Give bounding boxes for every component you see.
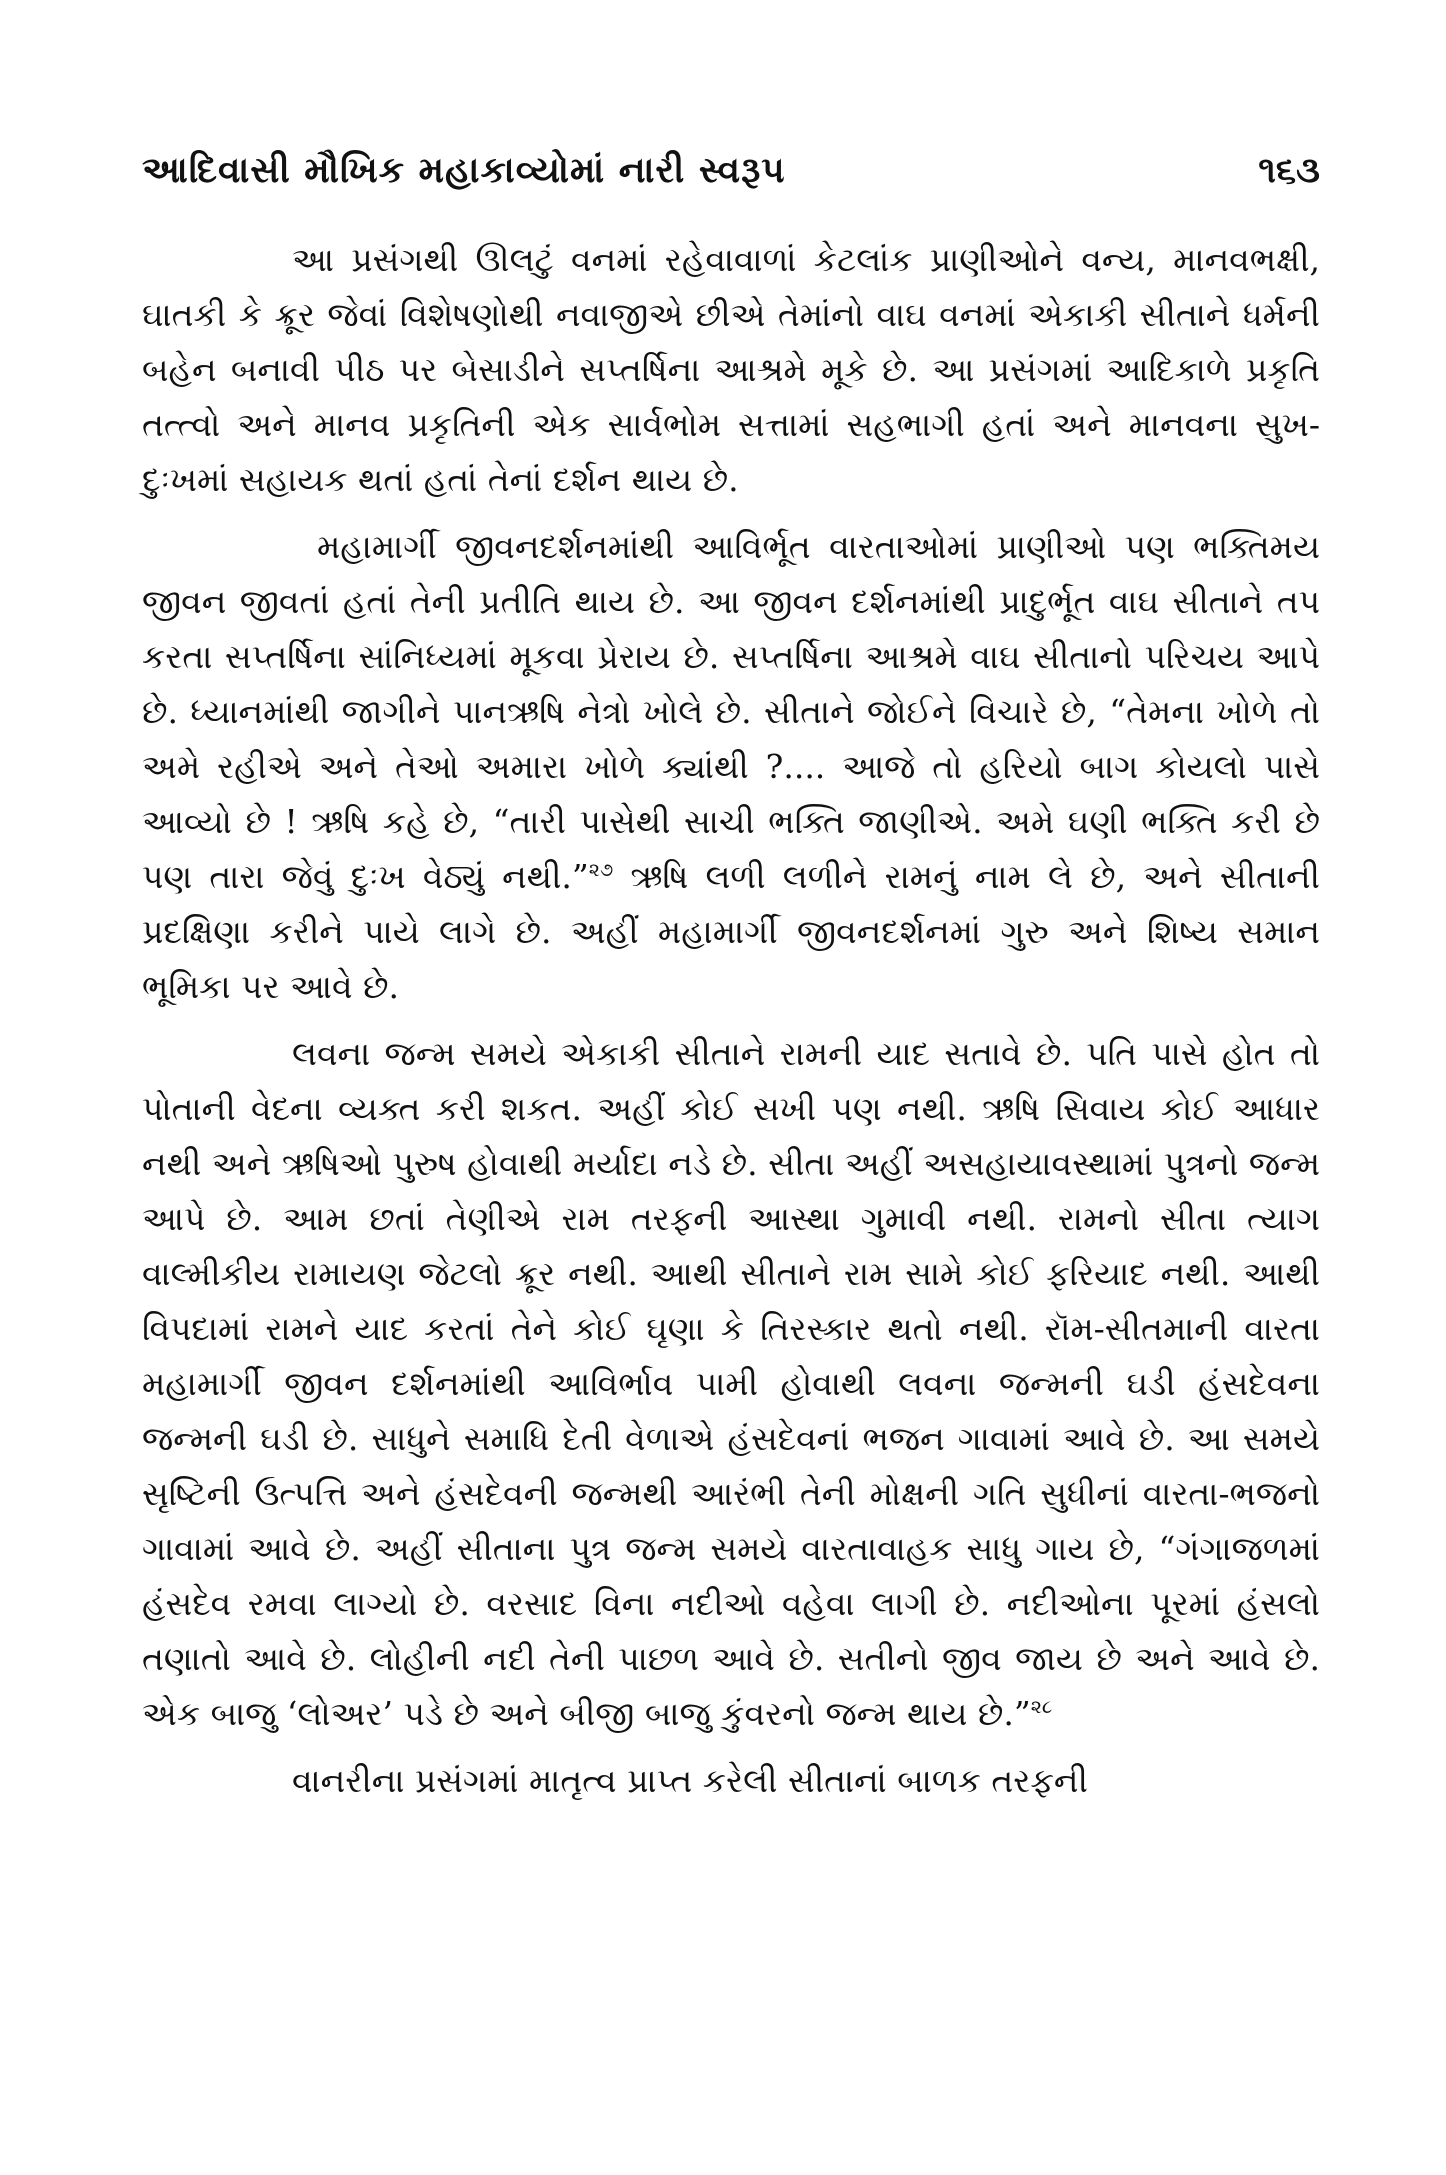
footnote-ref-27: ૨૭ (588, 859, 614, 881)
footnote-ref-28: ૨૮ (1030, 1696, 1053, 1718)
page-header (142, 140, 1320, 200)
paragraph-3-text: લવના જન્મ સમયે એકાકી સીતાને રામની યાદ સતાવે છે. પતિ પાસે હોત તો પોતાની વેદના વ્યક્ત કરી શકત. અહીં કોઈ સખી પણ નથી. ઋષિ સિવાય કોઈ આધાર નથી અને ઋષિઓ પુરુષ હોવાથી મર્યાદા નડે છે. સીતા અહીં અસહાયાવસ્થામાં પુત્રનો જન્મ આપે છે. આમ છતાં તેણીએ રામ તરફની આસ્થા ગુમાવી નથી. રામનો સીતા ત્યાગ વાલ્મીકીય રામાયણ જેટલો ક્રૂર નથી. આથી સીતાને રામ સામે કોઈ ફરિયાદ નથી. આથી વિપદામાં રામને યાદ કરતાં તેને કોઈ ઘૃણા કે તિરસ્કાર થતો નથી. રૉમ-સીતમાની વારતા મહામાર્ગી જીવન દર્શનમાંથી આવિર્ભાવ પામી હોવાથી લવના જન્મની ઘડી હંસદેવના જન્મની ઘડી છે. સાધુને સમાધિ દેતી વેળાએ હંસદેવનાં ભજન ગાવામાં આવે છે. આ સમયે સૃષ્ટિની ઉત્પત્તિ અને હંસદેવની જન્મથી આરંભી તેની મોક્ષની ગતિ સુધીનાં વારતા-ભજનો ગાવામાં આવે છે. અહીં સીતાના પુત્ર જન્મ સમયે વારતાવાહક સાધુ ગાય છે, “ગંગાજળમાં હંસદેવ રમવા લાગ્યો છે. વરસાદ વિના નદીઓ વહેવા લાગી છે. નદીઓના પૂરમાં હંસલો તણાતો આવે છે. લોહીની નદી તેની પાછળ આવે છે. સતીનો જીવ જાય છે અને આવે છે. એક બાજુ ‘લોઅર’ પડે છે અને બીજી બાજુ કુંવરનો જન્મ થાય છે.” (142, 1034, 1320, 1733)
paragraph-4-text: વાનરીના પ્રસંગમાં માતૃત્વ પ્રાપ્ત કરેલી સીતાનાં બાળક તરફની (292, 1761, 1088, 1800)
paragraph-3 (142, 1026, 1320, 1741)
paragraph-1-text: આ પ્રસંગથી ઊલટું વનમાં રહેવાવાળાં કેટલાંક પ્રાણીઓને વન્ય, માનવભક્ષી, ઘાતકી કે ક્રૂર જેવાં વિશેષણોથી નવાજીએ છીએ તેમાંનો વાઘ વનમાં એકાકી સીતાને ધર્મની બહેન બનાવી પીઠ પર બેસાડીને સપ્તર્ષિના આશ્રમે મૂકે છે. આ પ્રસંગમાં આદિકાળે પ્રકૃતિ તત્ત્વો અને માનવ પ્રકૃતિની એક સાર્વભોમ સત્તામાં સહભાગી હતાં અને માનવના સુખ-દુઃખમાં સહાયક થતાં હતાં તેનાં દર્શન થાય છે. (142, 240, 1320, 499)
paragraph-2 (142, 519, 1320, 1014)
paragraph-1 (142, 232, 1320, 507)
paragraph-2-text-b: ઋષિ લળી લળીને રામનું નામ લે છે, અને સીતાની પ્રદક્ષિણા કરીને પાયે લાગે છે. અહીં મહામાર્ગી જીવનદર્શનમાં ગુરુ અને શિષ્ય સમાન ભૂમિકા પર આવે છે. (142, 857, 1320, 1006)
paragraph-4 (142, 1753, 1320, 1808)
body-text (142, 232, 1320, 1808)
running-title: આદિવાસી મૌખિક મહાકાવ્યોમાં નારી સ્વરૂપ (142, 148, 786, 191)
page-number: ૧૬૩ (1258, 148, 1320, 191)
paragraph-2-text-a: મહામાર્ગી જીવનદર્શનમાંથી આવિર્ભૂત વારતાઓમાં પ્રાણીઓ પણ ભક્તિમય જીવન જીવતાં હતાં તેની પ્રતીતિ થાય છે. આ જીવન દર્શનમાંથી પ્રાદુર્ભૂત વાઘ સીતાને તપ કરતા સપ્તર્ષિના સાંનિધ્યમાં મૂકવા પ્રેરાય છે. સપ્તર્ષિના આશ્રમે વાઘ સીતાનો પરિચય આપે છે. ધ્યાનમાંથી જાગીને પાનઋષિ નેત્રો ખોલે છે. સીતાને જોઈને વિચારે છે, “તેમના ખોળે તો અમે રહીએ અને તેઓ અમારા ખોળે ક્યાંથી ?.... આજે તો હરિયો બાગ કોયલો પાસે આવ્યો છે ! ઋષિ કહે છે, “તારી પાસેથી સાચી ભક્તિ જાણીએ. અમે ઘણી ભક્તિ કરી છે પણ તારા જેવું દુઃખ વેઠ્યું નથી.” (142, 527, 1320, 896)
